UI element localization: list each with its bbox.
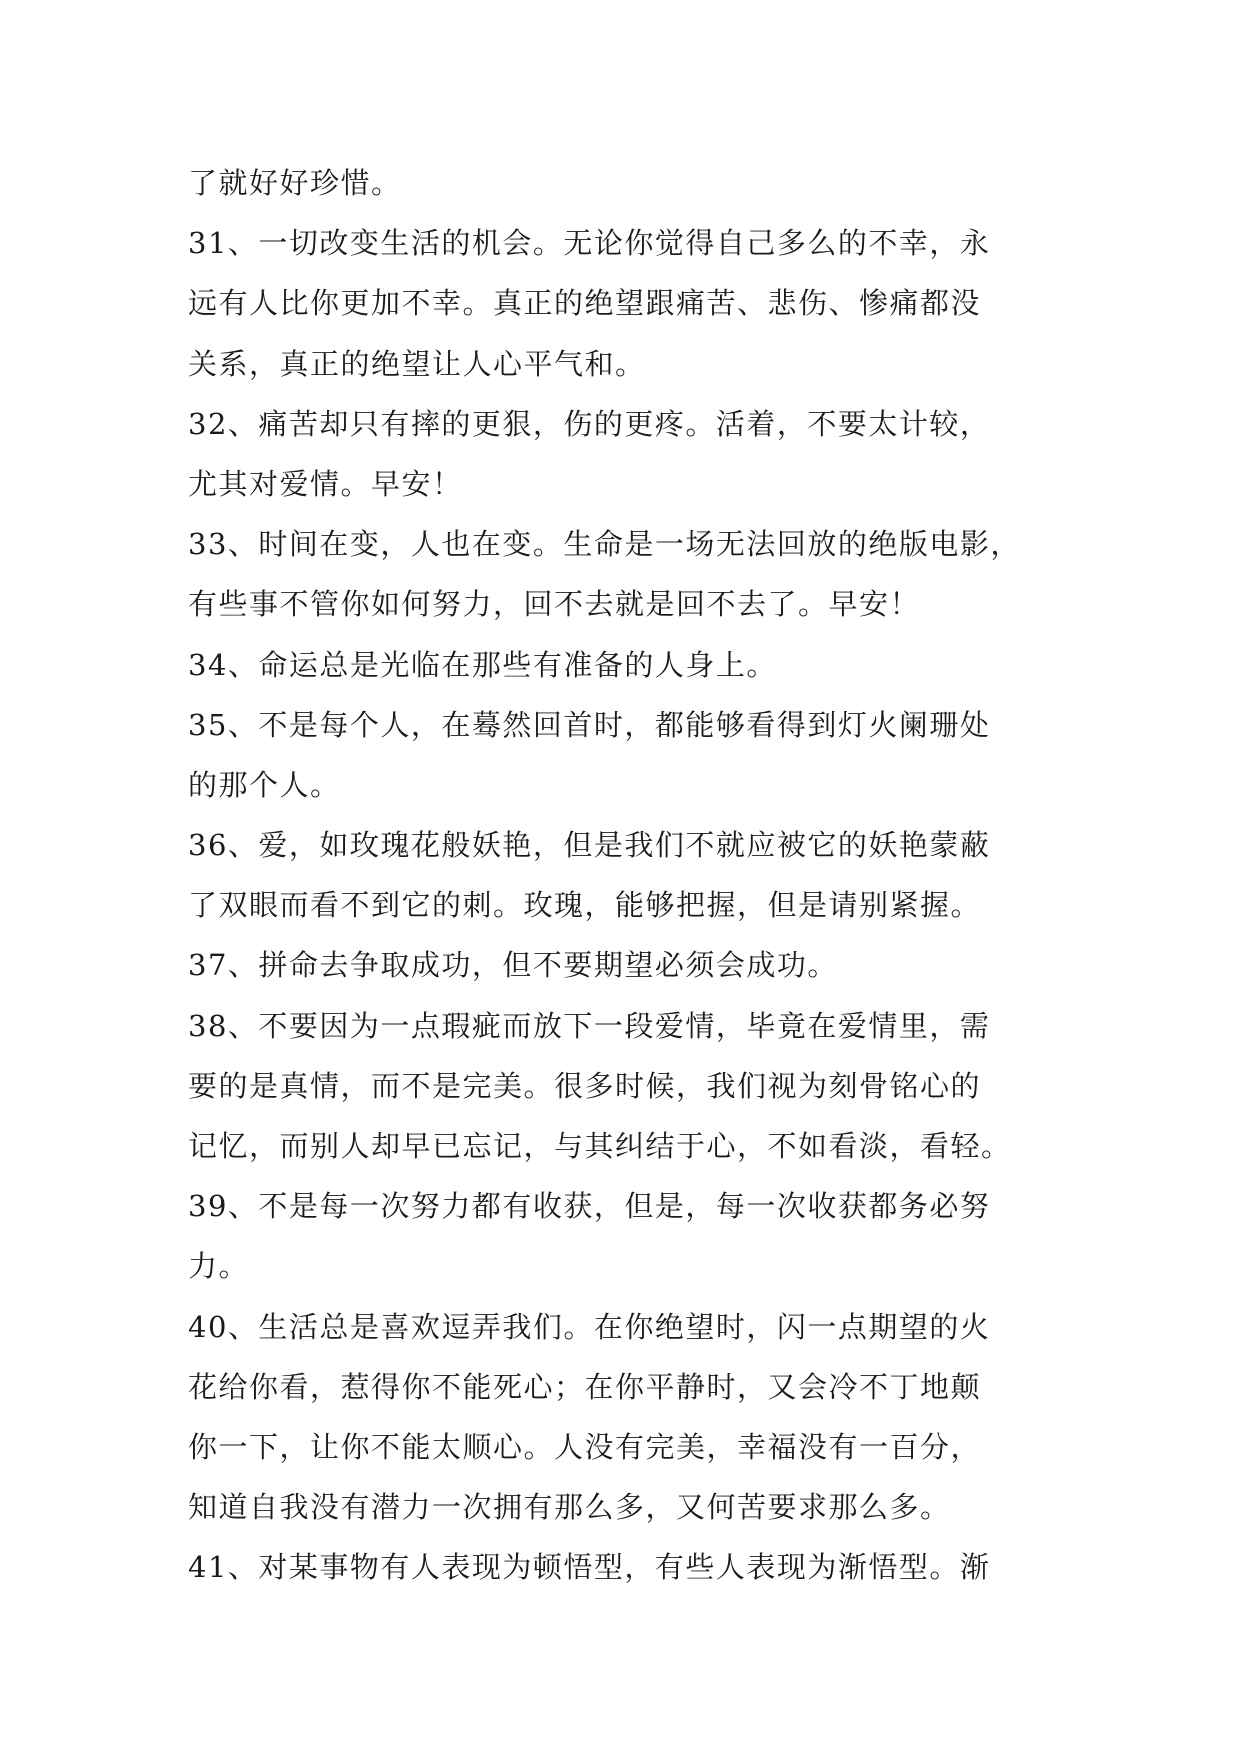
text-line: 41、对某事物有人表现为顿悟型，有些人表现为渐悟型。渐: [188, 1550, 991, 1585]
text-line: 花给你看，惹得你不能死心；在你平静时，又会冷不丁地颠: [188, 1369, 982, 1404]
text-line: 40、生活总是喜欢逗弄我们。在你绝望时，闪一点期望的火: [188, 1309, 991, 1344]
text-line: 有些事不管你如何努力，回不去就是回不去了。早安！: [188, 587, 921, 622]
text-line: 关系，真正的绝望让人心平气和。: [188, 346, 646, 381]
text-line: 36、爱，如玫瑰花般妖艳，但是我们不就应被它的妖艳蒙蔽: [188, 828, 991, 863]
text-line: 32、痛苦却只有摔的更狠，伤的更疼。活着，不要太计较，: [188, 406, 991, 441]
text-line: 39、不是每一次努力都有收获，但是，每一次收获都务必努: [188, 1189, 991, 1224]
body-text: [188, 153, 1068, 1598]
text-line: 知道自我没有潜力一次拥有那么多，又何苦要求那么多。: [188, 1490, 951, 1525]
text-line: 尤其对爱情。早安！: [188, 466, 463, 501]
text-line: 33、时间在变，人也在变。生命是一场无法回放的绝版电影，: [188, 527, 1021, 562]
text-line: 35、不是每个人，在蓦然回首时，都能够看得到灯火阑珊处: [188, 707, 991, 742]
text-line: 力。: [188, 1249, 250, 1284]
text-line: 38、不要因为一点瑕疵而放下一段爱情，毕竟在爱情里，需: [188, 1008, 991, 1043]
text-line: 37、拼命去争取成功，但不要期望必须会成功。: [188, 948, 838, 983]
text-line: 的那个人。: [188, 767, 341, 802]
text-line: 了双眼而看不到它的刺。玫瑰，能够把握，但是请别紧握。: [188, 888, 982, 923]
text-line: 你一下，让你不能太顺心。人没有完美，幸福没有一百分，: [188, 1429, 982, 1464]
text-line: 了就好好珍惜。: [188, 166, 402, 200]
text-line: 要的是真情，而不是完美。很多时候，我们视为刻骨铭心的: [188, 1068, 982, 1103]
text-line: 记忆，而别人却早已忘记，与其纠结于心，不如看淡，看轻。: [188, 1129, 1012, 1163]
text-line: 远有人比你更加不幸。真正的绝望跟痛苦、悲伤、惨痛都没: [188, 286, 982, 321]
text-line: 34、命运总是光临在那些有准备的人身上。: [188, 647, 777, 682]
text-line: 31、一切改变生活的机会。无论你觉得自己多么的不幸，永: [188, 226, 991, 261]
